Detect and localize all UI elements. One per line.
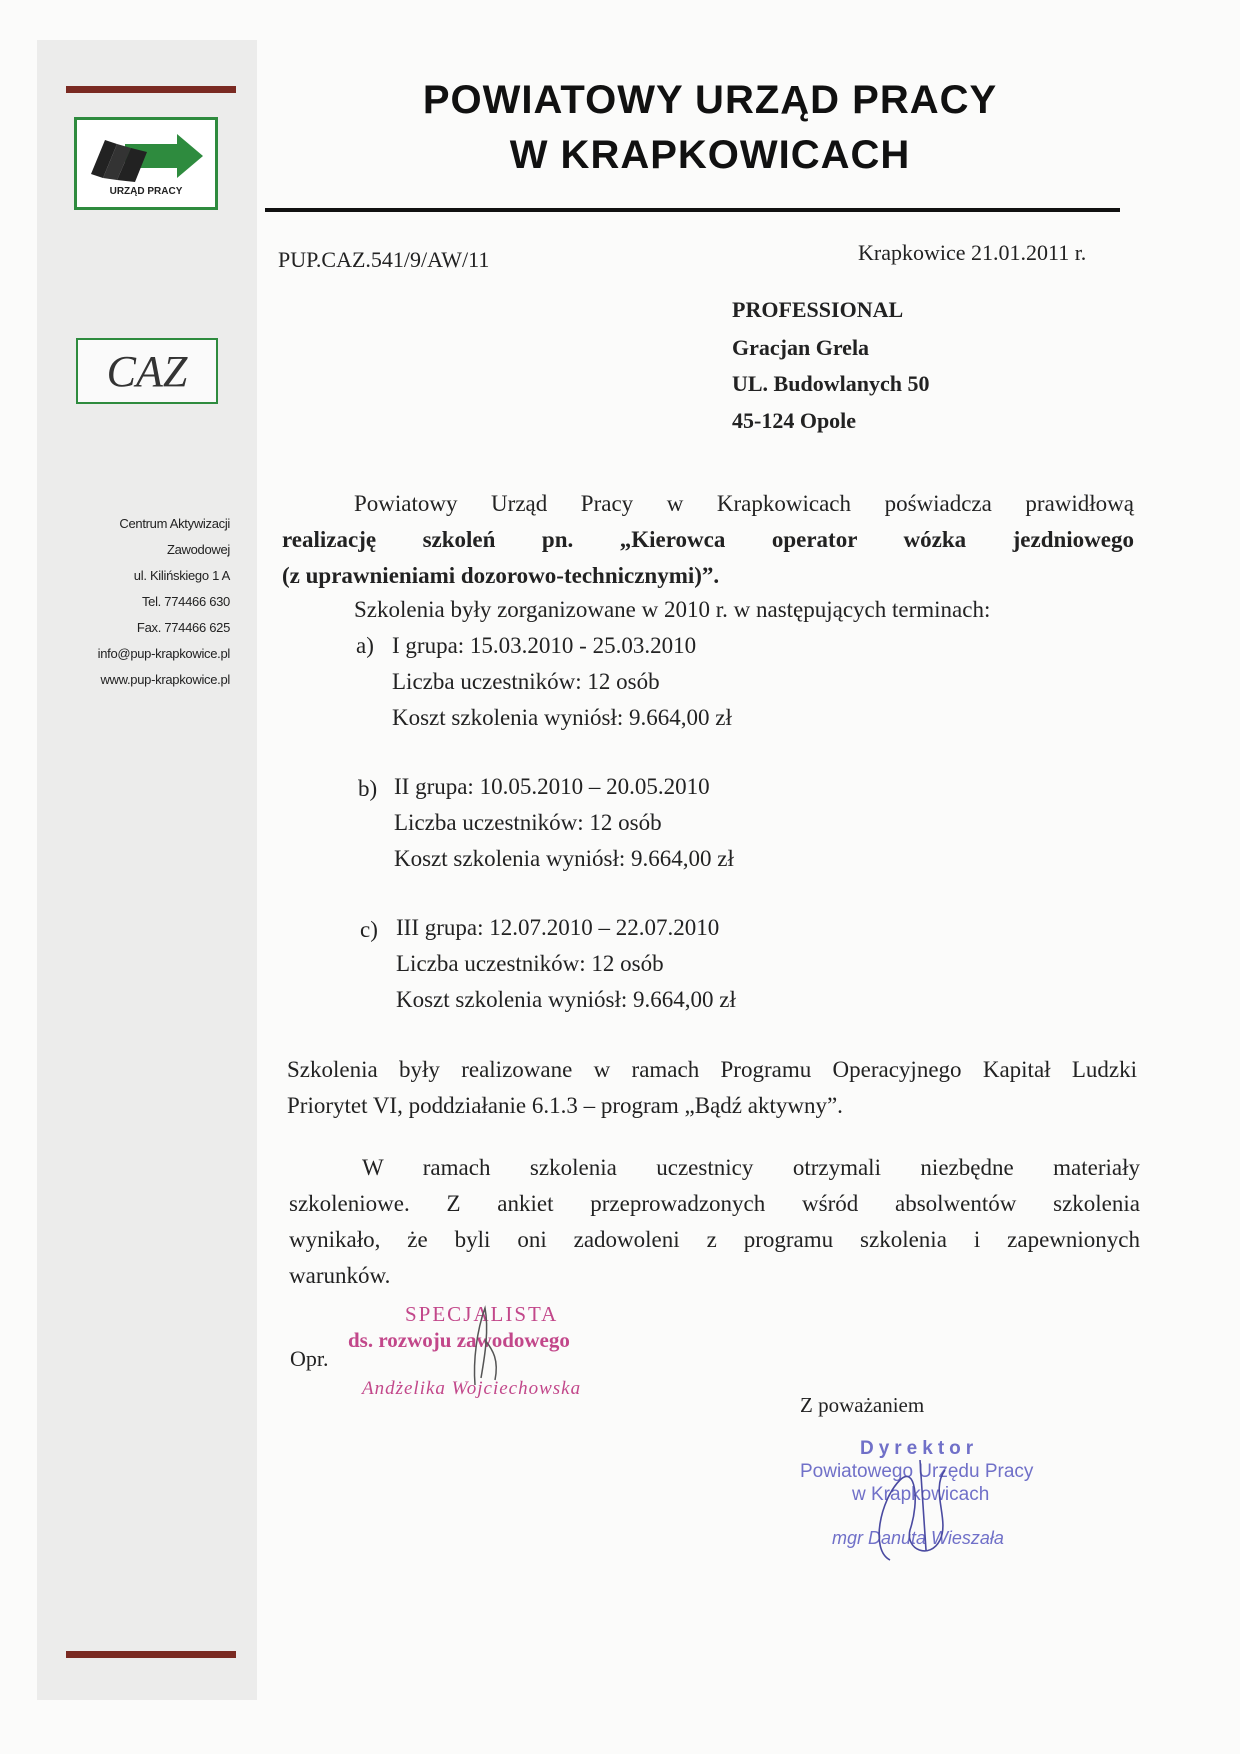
closing-line-4: warunków. (289, 1263, 391, 1288)
header-divider (265, 208, 1120, 212)
closing-line-1: W ramach szkolenia uczestnicy otrzymali niezbędne materiały (362, 1155, 1140, 1180)
closing-line-3: wynikało, że byli oni zadowoleni z programu szkolenia i zapewnionych (289, 1227, 1140, 1252)
intro-line-3: (z uprawnieniami dozorowo-technicznymi)”. (282, 563, 720, 588)
group-c-dates: III grupa: 12.07.2010 – 22.07.2010 (396, 915, 720, 940)
contact-fax: Fax. 774466 625 (136, 620, 230, 635)
recipient-line-2: Gracjan Grela (732, 335, 870, 360)
closing-line-2: szkoleniowe. Z ankiet przeprowadzonych wśród absolwentów szkolenia (289, 1191, 1140, 1216)
urzad-pracy-logo (74, 117, 218, 210)
arrow-logo-icon (85, 130, 205, 186)
stamp-director-name: mgr Danuta Wieszała (832, 1528, 1004, 1548)
left-signature-icon (455, 1300, 515, 1390)
caz-logo: CAZ (76, 338, 218, 404)
contact-address: ul. Kilińskiego 1 A (133, 568, 230, 583)
place-date: Krapkowice 21.01.2011 r. (858, 240, 1087, 265)
contact-website: www.pup-krapkowice.pl (100, 672, 230, 687)
stamp-director-title: Dyrektor (860, 1438, 979, 1459)
group-a-participants: Liczba uczestników: 12 osób (392, 669, 660, 694)
sidebar-top-rule (66, 86, 236, 93)
logo-caption: URZĄD PRACY (109, 186, 183, 197)
contact-line-2: Zawodowej (166, 542, 230, 557)
group-b-cost: Koszt szkolenia wyniósł: 9.664,00 zł (394, 846, 734, 871)
right-signature-icon (860, 1440, 970, 1570)
group-a-cost: Koszt szkolenia wyniósł: 9.664,00 zł (392, 705, 732, 730)
stamp-director-city: w Krapkowicach (852, 1484, 990, 1505)
recipient-line-4: 45-124 Opole (732, 408, 857, 433)
recipient-line-1: PROFESSIONAL (732, 297, 904, 322)
group-c-participants: Liczba uczestników: 12 osób (396, 951, 664, 976)
group-c-cost: Koszt szkolenia wyniósł: 9.664,00 zł (396, 987, 736, 1012)
stamp-specialist-name: Andżelika Wojciechowska (362, 1378, 582, 1399)
sidebar-bottom-rule (66, 1651, 236, 1658)
header-title-line-2: W KRAPKOWICACH (509, 133, 911, 177)
group-b-letter: b) (358, 776, 378, 801)
stamp-director-office: Powiatowego Urzędu Pracy (800, 1461, 1034, 1482)
group-b-participants: Liczba uczestników: 12 osób (394, 810, 662, 835)
program-line-2: Priorytet VI, poddziałanie 6.1.3 – program „Bądź aktywny”. (287, 1093, 843, 1118)
program-line-1: Szkolenia były realizowane w ramach Programu Operacyjnego Kapitał Ludzki (287, 1057, 1137, 1082)
contact-phone: Tel. 774466 630 (141, 594, 230, 609)
recipient-line-3: UL. Budowlanych 50 (732, 371, 930, 396)
prepared-by-label: Opr. (290, 1346, 329, 1371)
contact-line-1: Centrum Aktywizacji (119, 516, 230, 531)
stamp-specialist-title: SPECJALISTA (405, 1302, 559, 1326)
group-b-dates: II grupa: 10.05.2010 – 20.05.2010 (394, 774, 710, 799)
header-title-line-1: POWIATOWY URZĄD PRACY (422, 78, 998, 122)
contact-email: info@pup-krapkowice.pl (97, 646, 230, 661)
group-a-dates: I grupa: 15.03.2010 - 25.03.2010 (392, 633, 697, 658)
sidebar (37, 40, 257, 1700)
intro-line-2: realizację szkoleń pn. „Kierowca operator wózka jezdniowego (282, 527, 1134, 552)
intro-line-1: Powiatowy Urząd Pracy w Krapkowicach poświadcza prawidłową (354, 491, 1134, 516)
group-a-letter: a) (356, 633, 374, 658)
regards: Z poważaniem (800, 1393, 925, 1417)
stamp-specialist-dept: ds. rozwoju zawodowego (348, 1328, 570, 1352)
group-c-letter: c) (360, 917, 378, 942)
terms-intro: Szkolenia były zorganizowane w 2010 r. w następujących terminach: (354, 597, 991, 622)
reference-number: PUP.CAZ.541/9/AW/11 (278, 247, 490, 272)
